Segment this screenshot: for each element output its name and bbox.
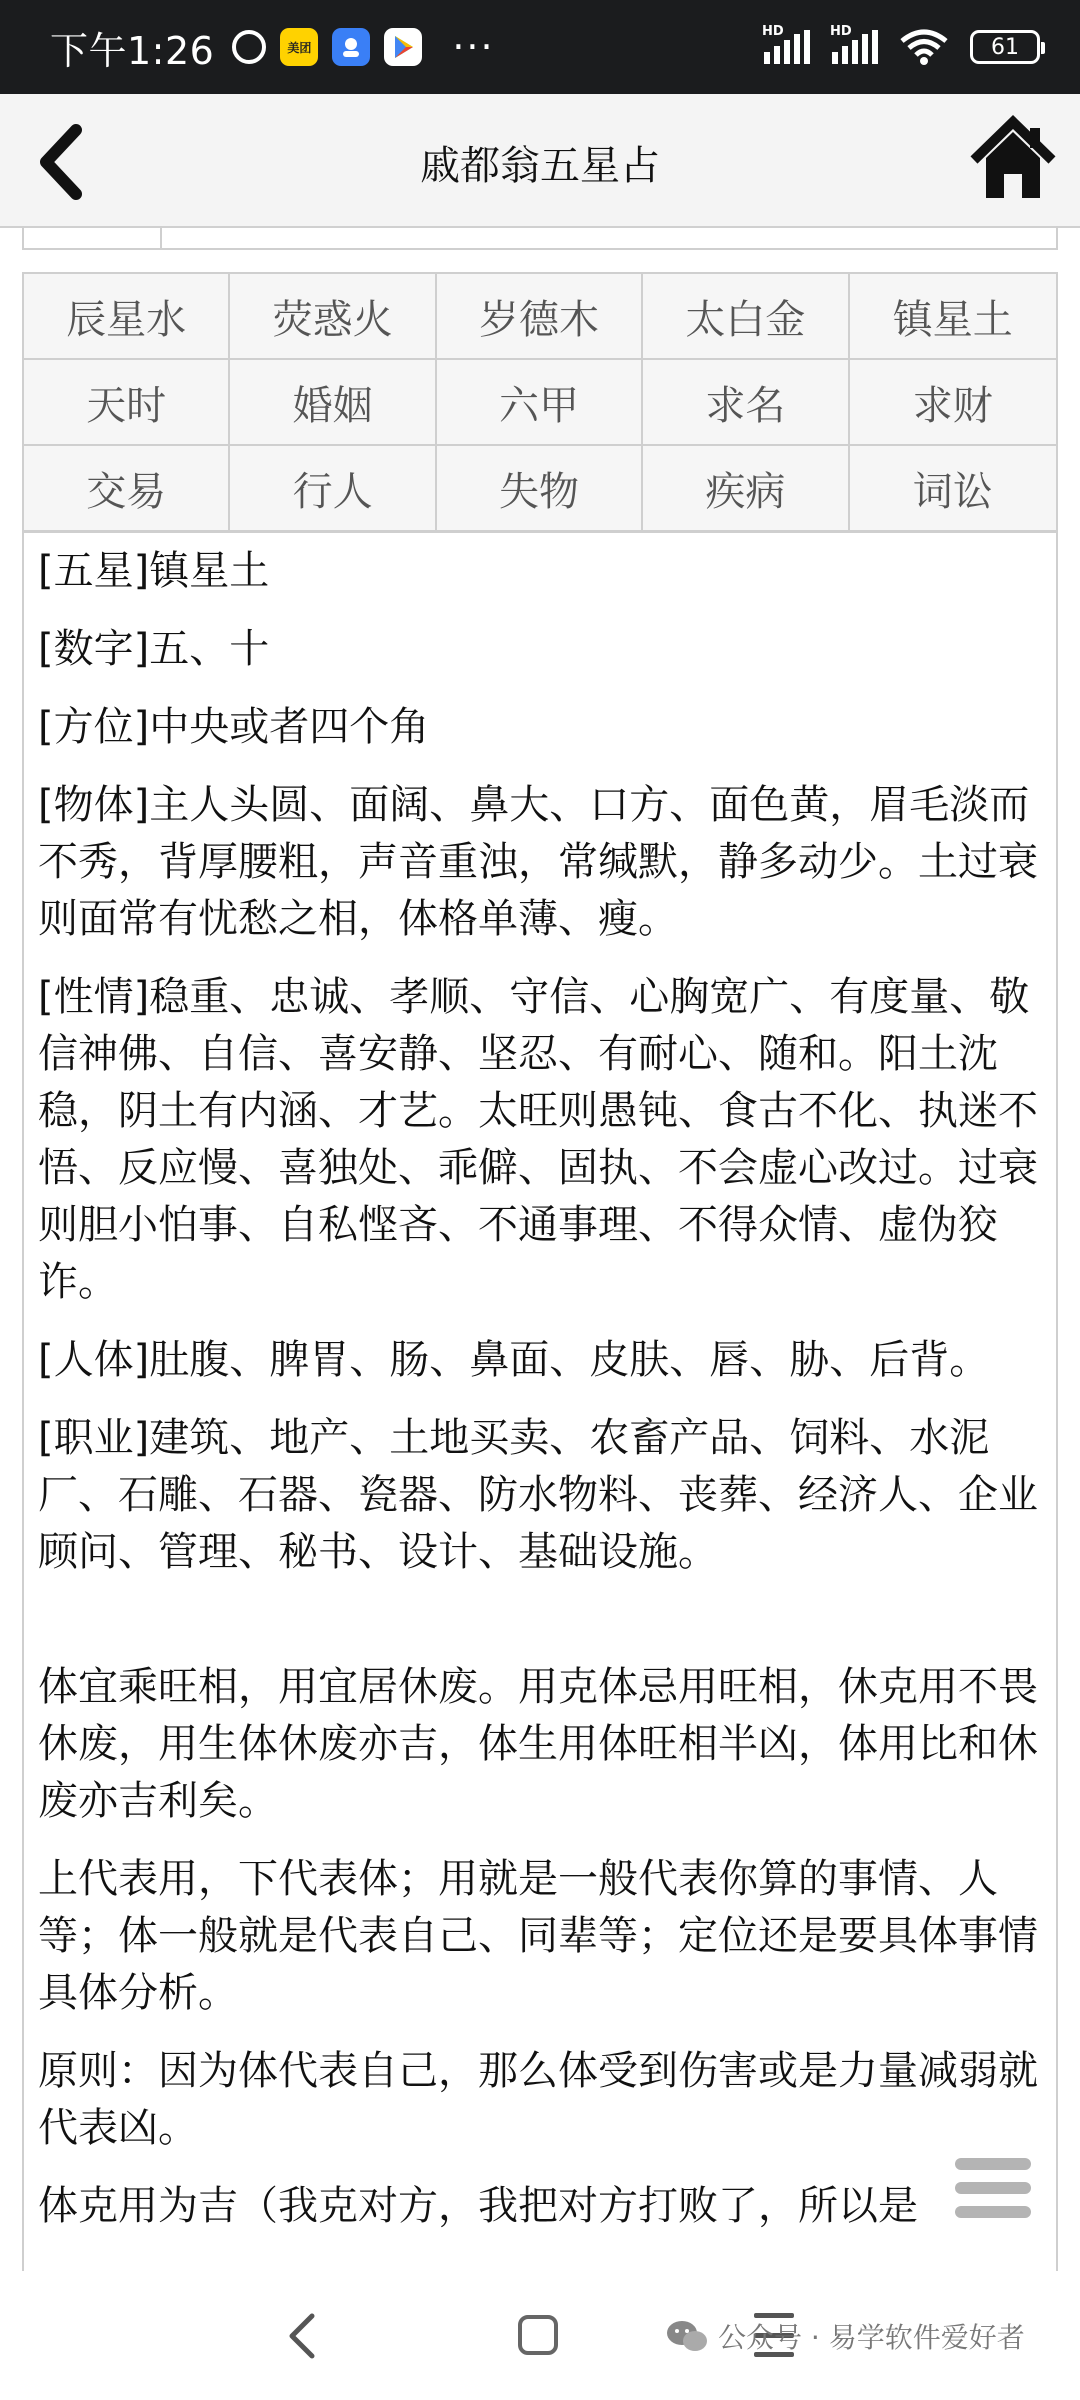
assistant-app-icon bbox=[332, 28, 370, 66]
alarm-icon bbox=[232, 30, 266, 64]
signal-hd-label-2: HD bbox=[830, 24, 852, 39]
meituan-app-icon bbox=[280, 28, 318, 66]
status-time: 下午1:26 bbox=[50, 28, 215, 73]
content-paragraph: [物体]主人头圆、面阔、鼻大、口方、面色黄，眉毛淡而不秀，背厚腰粗，声音重浊，常缄默，静多动少。土过衰则面常有忧愁之相，体格单薄、瘦。 bbox=[38, 782, 1038, 942]
tab-xingren[interactable]: 行人 bbox=[230, 446, 436, 532]
system-home-icon[interactable] bbox=[518, 2315, 558, 2355]
content-paragraph: [职业]建筑、地产、土地买卖、农畜产品、饲料、水泥厂、石雕、石器、瓷器、防水物料、丧葬、经济人、企业顾问、管理、秘书、设计、基础设施。 bbox=[38, 1415, 1038, 1575]
content-panel bbox=[22, 531, 1058, 2271]
tab-chenxing-shui[interactable]: 辰星水 bbox=[24, 274, 230, 360]
signal-hd-label: HD bbox=[762, 24, 784, 39]
watermark bbox=[666, 2316, 1025, 2356]
battery-icon bbox=[970, 30, 1040, 64]
tab-qiucai[interactable]: 求财 bbox=[850, 360, 1056, 446]
status-left bbox=[50, 20, 495, 75]
tab-yinghuo-huo[interactable]: 荧惑火 bbox=[230, 274, 436, 360]
home-icon[interactable] bbox=[968, 114, 1058, 204]
content-paragraph: [性情]稳重、忠诚、孝顺、守信、心胸宽广、有度量、敬信神佛、自信、喜安静、坚忍、有耐心、随和。阳土沈稳，阴土有内涵、才艺。太旺则愚钝、食古不化、执迷不悟、反应慢、喜独处、乖僻、固执、不会虚心改过。过衰则胆小怕事、自私悭吝、不通事理、不得众情、虚伪狡诈。 bbox=[38, 974, 1038, 1305]
signal-icon-2 bbox=[830, 24, 878, 64]
content-paragraph: [五星]镇星土 bbox=[38, 548, 270, 594]
tab-taibai-jin[interactable]: 太白金 bbox=[643, 274, 849, 360]
tab-shiwu[interactable]: 失物 bbox=[437, 446, 643, 532]
tab-hunyin[interactable]: 婚姻 bbox=[230, 360, 436, 446]
wifi-icon bbox=[900, 29, 948, 65]
watermark-text: 公众号 · 易学软件爱好者 bbox=[718, 2321, 1025, 2354]
content-paragraph: 原则：因为体代表自己，那么体受到伤害或是力量减弱就代表凶。 bbox=[38, 2048, 1038, 2151]
category-grid bbox=[22, 272, 1058, 532]
tab-suide-mu[interactable]: 岁德木 bbox=[437, 274, 643, 360]
status-right bbox=[762, 24, 1040, 65]
content-paragraph: 上代表用，下代表体；用就是一般代表你算的事情、人等；体一般就是代表自己、同辈等；定位还是要具体事情具体分析。 bbox=[38, 1856, 1038, 2016]
status-bar bbox=[0, 0, 1080, 94]
content-paragraph: [数字]五、十 bbox=[38, 626, 270, 672]
tab-jibing[interactable]: 疾病 bbox=[643, 446, 849, 532]
play-store-icon bbox=[384, 28, 422, 66]
tab-liujia[interactable]: 六甲 bbox=[437, 360, 643, 446]
wechat-icon bbox=[666, 2319, 708, 2353]
content-paragraph: 体宜乘旺相，用宜居休废。用克体忌用旺相，休克用不畏休废，用生体休废亦吉，体生用体旺相半凶，体用比和休废亦吉利矣。 bbox=[38, 1664, 1038, 1824]
content-spacer bbox=[38, 1602, 1042, 1659]
content-paragraph: 体克用为吉（我克对方，我把对方打败了，所以是 bbox=[38, 2183, 918, 2229]
tab-qiuming[interactable]: 求名 bbox=[643, 360, 849, 446]
page-title: 戚都翁五星占 bbox=[420, 143, 660, 189]
tab-tianshi[interactable]: 天时 bbox=[24, 360, 230, 446]
more-notifications-icon: ··· bbox=[452, 25, 495, 69]
tab-zhenxing-tu[interactable]: 镇星土 bbox=[850, 274, 1056, 360]
tab-cisong[interactable]: 词讼 bbox=[850, 446, 1056, 532]
scrolled-cell bbox=[24, 226, 162, 248]
signal-icon-1 bbox=[762, 24, 810, 64]
scrolled-input-row bbox=[22, 226, 1058, 250]
system-back-icon[interactable] bbox=[282, 2311, 322, 2361]
meituan-badge-label: 美团 bbox=[287, 40, 312, 55]
battery-level: 61 bbox=[991, 34, 1019, 60]
content-paragraph: [人体]肚腹、脾胃、肠、鼻面、皮肤、唇、胁、后背。 bbox=[38, 1337, 990, 1383]
app-header bbox=[0, 94, 1080, 228]
floating-menu-icon[interactable] bbox=[955, 2158, 1031, 2218]
tab-jiaoyi[interactable]: 交易 bbox=[24, 446, 230, 532]
content-paragraph: [方位]中央或者四个角 bbox=[38, 704, 430, 750]
